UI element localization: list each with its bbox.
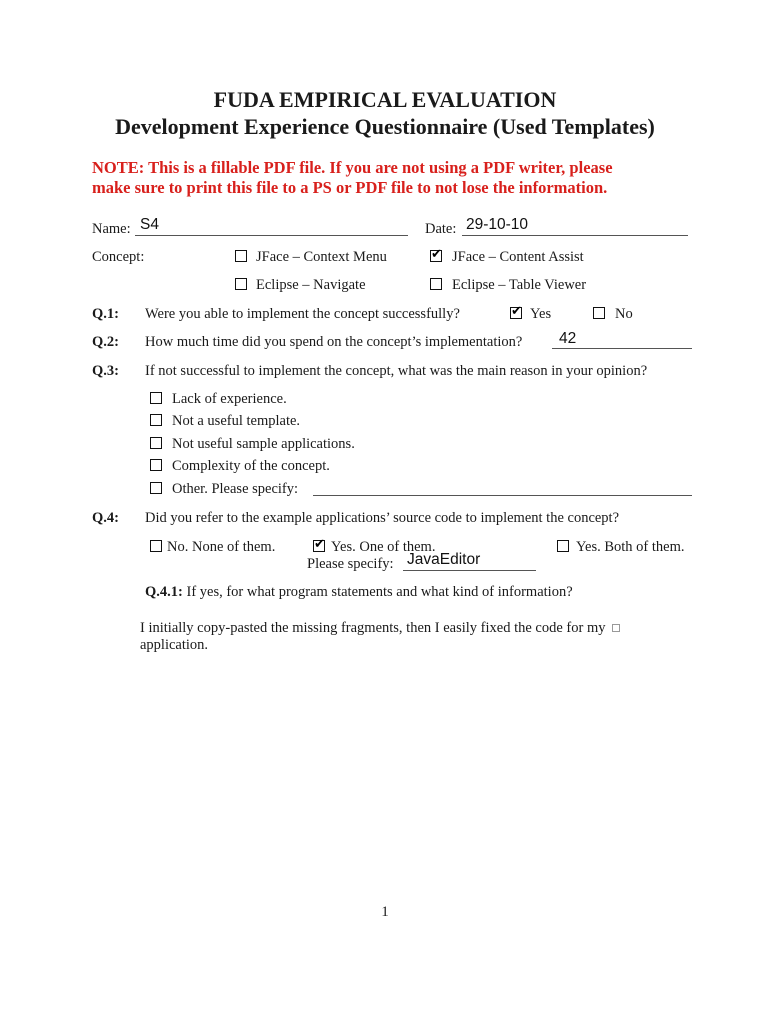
q4-checkbox-one[interactable] [313,540,325,552]
q41-text: If yes, for what program statements and what kind of information? [186,584,573,600]
q3-option-complexity: Complexity of the concept. [172,458,330,474]
q3-other-field-line [313,495,692,496]
note-line-1: NOTE: This is a fillable PDF file. If you are not using a PDF writer, please [92,158,613,177]
q4-number: Q.4: [92,510,119,526]
q4-option-none: No. None of them. [167,539,276,555]
concept-checkbox-jface-context-menu[interactable] [235,250,247,262]
q41-answer-line-1: I initially copy-pasted the missing fragments, then I easily fixed the code for my [140,620,614,637]
q3-question: If not successful to implement the concept, what was the main reason in your opinion? [145,363,648,379]
name-field-line [135,235,408,236]
q4-specify-line [403,570,536,571]
q2-number: Q.2: [92,334,119,350]
q1-no-checkbox[interactable] [593,307,605,319]
q1-yes-checkbox[interactable] [510,307,522,319]
q41-question [145,584,573,601]
q3-number: Q.3: [92,363,119,379]
concept-checkbox-jface-content-assist[interactable] [430,250,442,262]
fillable-note [92,158,613,198]
q1-yes-label: Yes [530,306,552,322]
q41-number: Q.4.1: [145,584,183,600]
q2-question: How much time did you spend on the concept’s implementation? [145,334,523,350]
date-field[interactable]: 29-10-10 [466,216,529,233]
q3-checkbox-not-useful-template[interactable] [150,414,162,426]
concept-option-jface-content-assist: JFace – Content Assist [452,249,584,265]
q4-specify-field[interactable]: JavaEditor [407,551,481,568]
q3-option-not-useful-template: Not a useful template. [172,413,301,429]
q3-checkbox-not-useful-samples[interactable] [150,437,162,449]
q4-checkbox-both[interactable] [557,540,569,552]
q3-checkbox-other[interactable] [150,482,162,494]
concept-label: Concept: [92,249,145,265]
q4-specify-label: Please specify: [307,556,394,572]
q2-field-line [552,348,692,349]
date-label: Date: [425,221,457,237]
field-marker-icon [612,624,620,632]
concept-option-jface-context-menu: JFace – Context Menu [256,249,387,265]
q3-option-lack-of-experience: Lack of experience. [172,391,287,407]
name-field[interactable]: S4 [140,216,159,233]
q4-option-one: Yes. One of them. [331,539,436,555]
concept-checkbox-eclipse-table-viewer[interactable] [430,278,442,290]
q4-checkbox-none[interactable] [150,540,162,552]
q1-no-label: No [615,306,633,322]
q4-option-both: Yes. Both of them. [576,539,685,555]
note-line-2: make sure to print this file to a PS or PDF file to not lose the information. [92,178,608,197]
q1-question: Were you able to implement the concept successfully? [145,306,460,322]
q1-number: Q.1: [92,306,119,322]
date-field-line [462,235,688,236]
q41-answer-field[interactable] [140,620,614,654]
q3-checkbox-complexity[interactable] [150,459,162,471]
q3-checkbox-lack-of-experience[interactable] [150,392,162,404]
q3-option-not-useful-samples: Not useful sample applications. [172,436,355,452]
concept-checkbox-eclipse-navigate[interactable] [235,278,247,290]
document-title: FUDA EMPIRICAL EVALUATION [213,87,557,112]
q41-answer-line-2: application. [140,637,209,653]
name-label: Name: [92,221,131,237]
q4-question: Did you refer to the example applications’ source code to implement the concept? [145,510,620,526]
concept-option-eclipse-navigate: Eclipse – Navigate [256,277,366,293]
q3-option-other: Other. Please specify: [172,481,299,497]
q2-time-field[interactable]: 42 [559,330,577,347]
page-number: 1 [381,904,389,920]
document-subtitle: Development Experience Questionnaire (Used Templates) [115,114,655,139]
concept-option-eclipse-table-viewer: Eclipse – Table Viewer [452,277,587,293]
